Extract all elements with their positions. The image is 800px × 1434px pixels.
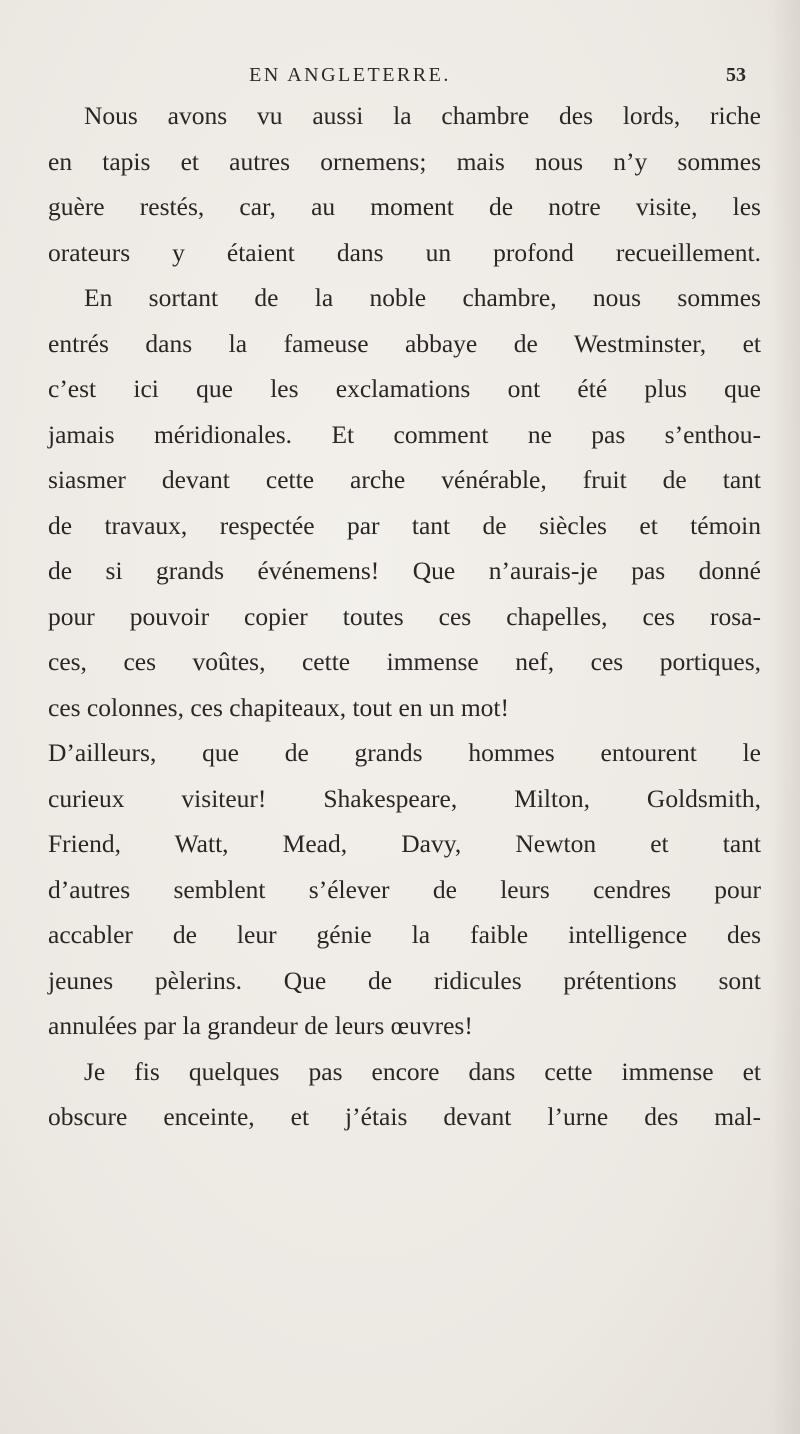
text-line: orateurs y étaient dans un profond recueillement.	[48, 237, 761, 267]
text-line: c’est ici que les exclamations ont été plus que	[48, 374, 761, 403]
running-head: EN ANGLETERRE.	[249, 64, 451, 86]
text-line: annulées par la grandeur de leurs œuvres!	[48, 1011, 473, 1040]
text-line: guère restés, car, au moment de notre visite, les	[48, 192, 761, 221]
text-line: jeunes pèlerins. Que de ridicules prétentions sont	[48, 965, 761, 995]
text-line: Nous avons vu aussi la chambre des lords, riche	[84, 101, 761, 130]
text-line: ces colonnes, ces chapiteaux, tout en un mot!	[48, 692, 509, 722]
text-line: D’ailleurs, que de grands hommes entourent le	[48, 738, 761, 767]
text-line: Friend, Watt, Mead, Davy, Newton et tant	[48, 829, 761, 858]
text-line: en tapis et autres ornemens; mais nous n’y sommes	[48, 146, 761, 176]
body-text	[48, 93, 761, 1140]
text-line: accabler de leur génie la faible intelligence des	[48, 920, 761, 949]
text-line: pour pouvoir copier toutes ces chapelles, ces rosa-	[48, 601, 761, 631]
page-header	[0, 56, 800, 96]
text-line: Je fis quelques pas encore dans cette immense et	[84, 1056, 761, 1086]
text-line: jamais méridionales. Et comment ne pas s’enthou-	[48, 419, 761, 449]
text-line: curieux visiteur! Shakespeare, Milton, Goldsmith,	[48, 783, 761, 813]
text-line: obscure enceinte, et j’étais devant l’urne des mal-	[48, 1102, 761, 1131]
text-line: de travaux, respectée par tant de siècles et témoin	[48, 510, 761, 540]
text-line: siasmer devant cette arche vénérable, fruit de tant	[48, 465, 761, 494]
text-line: d’autres semblent s’élever de leurs cendres pour	[48, 874, 761, 904]
text-line: de si grands événemens! Que n’aurais-je pas donné	[48, 556, 761, 585]
text-line: ces, ces voûtes, cette immense nef, ces portiques,	[48, 647, 761, 676]
page-number: 53	[726, 64, 746, 86]
text-line: En sortant de la noble chambre, nous sommes	[84, 283, 761, 312]
page-edge-shadow	[770, 0, 800, 1434]
text-line: entrés dans la fameuse abbaye de Westminster, et	[48, 328, 761, 358]
